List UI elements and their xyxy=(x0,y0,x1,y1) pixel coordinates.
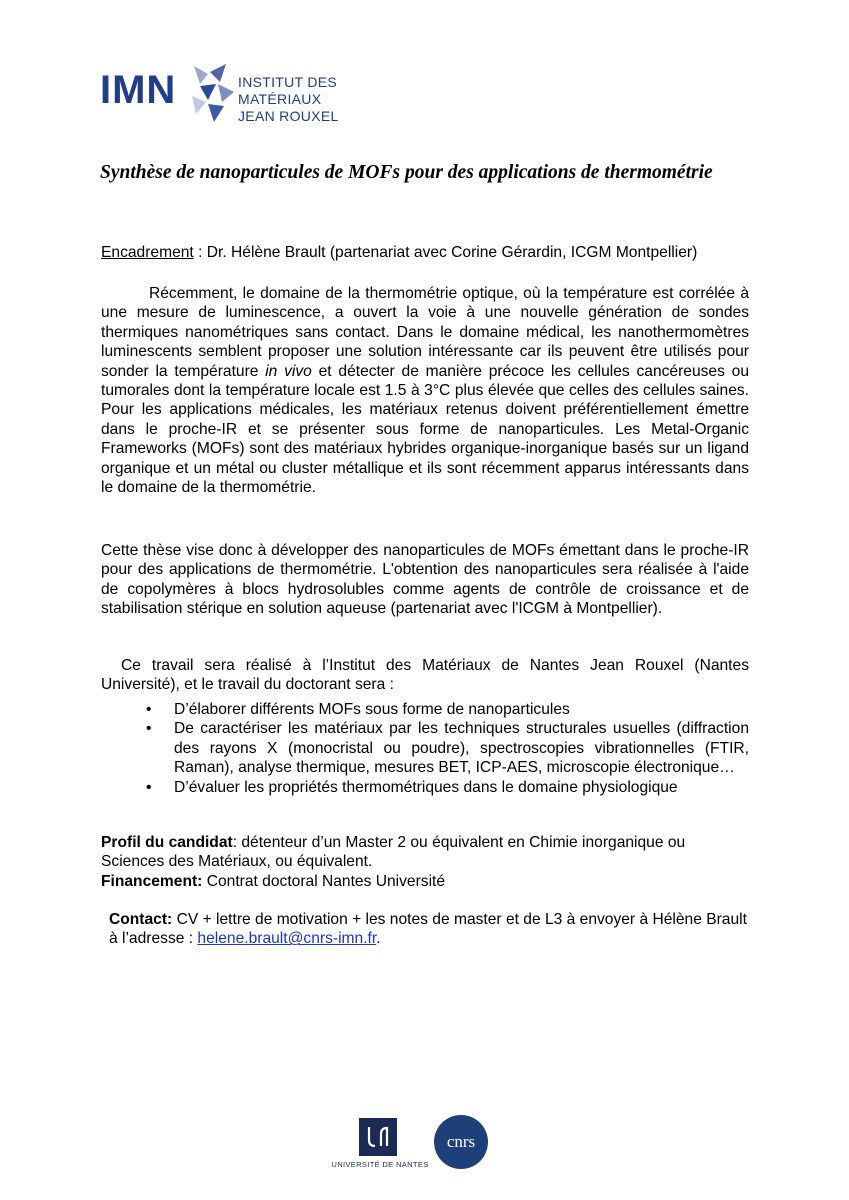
contact-text: CV + lettre de motivation + les notes de master et de L3 à envoyer à Hélène Brault à l’adresse : xyxy=(109,911,747,948)
list-item: • De caractériser les matériaux par les techniques structurales usuelles (diffraction des rayons X (monocristal ou poudre), spectroscopies vibrationnelles (FTIR, Raman), analyse thermique, mesures BET, ICP-AES, microscopie électronique… xyxy=(146,719,749,777)
funding-text: Contrat doctoral Nantes Université xyxy=(202,872,446,890)
contact-section xyxy=(109,910,749,949)
logo-acronym: IMN xyxy=(100,68,177,112)
universite-mark-icon xyxy=(359,1118,397,1156)
paragraph-work: Ce travail sera réalisé à l’Institut des Matériaux de Nantes Jean Rouxel (Nantes Université), et le travail du doctorant sera : xyxy=(101,657,749,694)
profile-section xyxy=(101,833,749,891)
encadrement-separator: : xyxy=(193,244,207,261)
universite-mark-glyph xyxy=(359,1118,397,1156)
logo-line2: JEAN ROUXEL xyxy=(238,108,339,124)
paragraph-objective: Cette thèse vise donc à développer des nanoparticules de MOFs émettant dans le proche-IR pour des applications de thermométrie. L'obtention des nanoparticules sera réalisée à l'aide de copolymères à blocs hydrosolubles comme agents de contrôle de croissance et de stabilisation stérique en solution aqueuse (partenariat avec l'ICGM à Montpellier). xyxy=(101,542,749,618)
document-title: Synthèse de nanoparticules de MOFs pour des applications de thermométrie xyxy=(100,162,713,183)
contact-end: . xyxy=(376,930,381,948)
encadrement-text: Dr. Hélène Brault (partenariat avec Corine Gérardin, ICGM Montpellier) xyxy=(206,244,698,261)
paragraph-intro xyxy=(101,284,749,497)
list-item: • D’évaluer les propriétés thermométriques dans le domaine physiologique xyxy=(146,778,749,797)
profile-line xyxy=(101,833,749,872)
universite-label: UNIVERSITÉ DE NANTES xyxy=(331,1160,429,1169)
paragraph-intro-italic: in vivo xyxy=(265,362,312,380)
universite-nantes-logo xyxy=(330,1118,430,1178)
logo-star-icon xyxy=(186,62,238,124)
contact-label: Contact: xyxy=(109,911,173,928)
task-list xyxy=(146,700,749,797)
funding-line xyxy=(101,872,749,891)
logo-text xyxy=(238,74,420,125)
profile-text: : détenteur d’un Master 2 ou équivalent en Chimie inorganique ou Sciences des Matériaux, ou équivalent. xyxy=(101,834,686,871)
encadrement-line xyxy=(101,243,749,262)
funding-label: Financement: xyxy=(101,872,203,890)
list-item: • D’élaborer différents MOFs sous forme de nanoparticules xyxy=(146,700,749,719)
paragraph-intro-part2: et détecter de manière précoce les cellules cancéreuses ou tumorales dont la température locale est 1.5 à 3°C plus élevée que celles des cellules saines. Pour les applications médicales, les matériaux retenus doivent préférentiellement émettre dans le proche-IR et se présenter sous forme de nanoparticules. Les Metal-Organic Frameworks (MOFs) sont des matériaux hybrides organique-inorganique basés sur un ligand organique et un métal ou cluster métallique et ils sont récemment apparus intéressants dans le domaine de la thermométrie. xyxy=(101,362,750,497)
paragraph-intro-part1: Récemment, le domaine de la thermométrie optique, où la température est corrélée à une mesure de luminescence, a ouvert la voie à une nouvelle génération de sondes thermiques nanométriques sans contact. Dans le domaine médical, les nanothermomètres luminescents semblent proposer une solution intéressante car ils peuvent être utilisés pour sonder la température xyxy=(101,285,749,380)
imn-logo xyxy=(100,62,420,124)
logo-line1: INSTITUT DES MATÉRIAUX xyxy=(238,74,338,107)
cnrs-logo: cnrs xyxy=(434,1115,488,1169)
profile-label: Profil du candidat xyxy=(101,834,233,851)
contact-email-link[interactable]: helene.brault@cnrs-imn.fr xyxy=(197,930,377,948)
encadrement-label: Encadrement xyxy=(101,244,194,261)
